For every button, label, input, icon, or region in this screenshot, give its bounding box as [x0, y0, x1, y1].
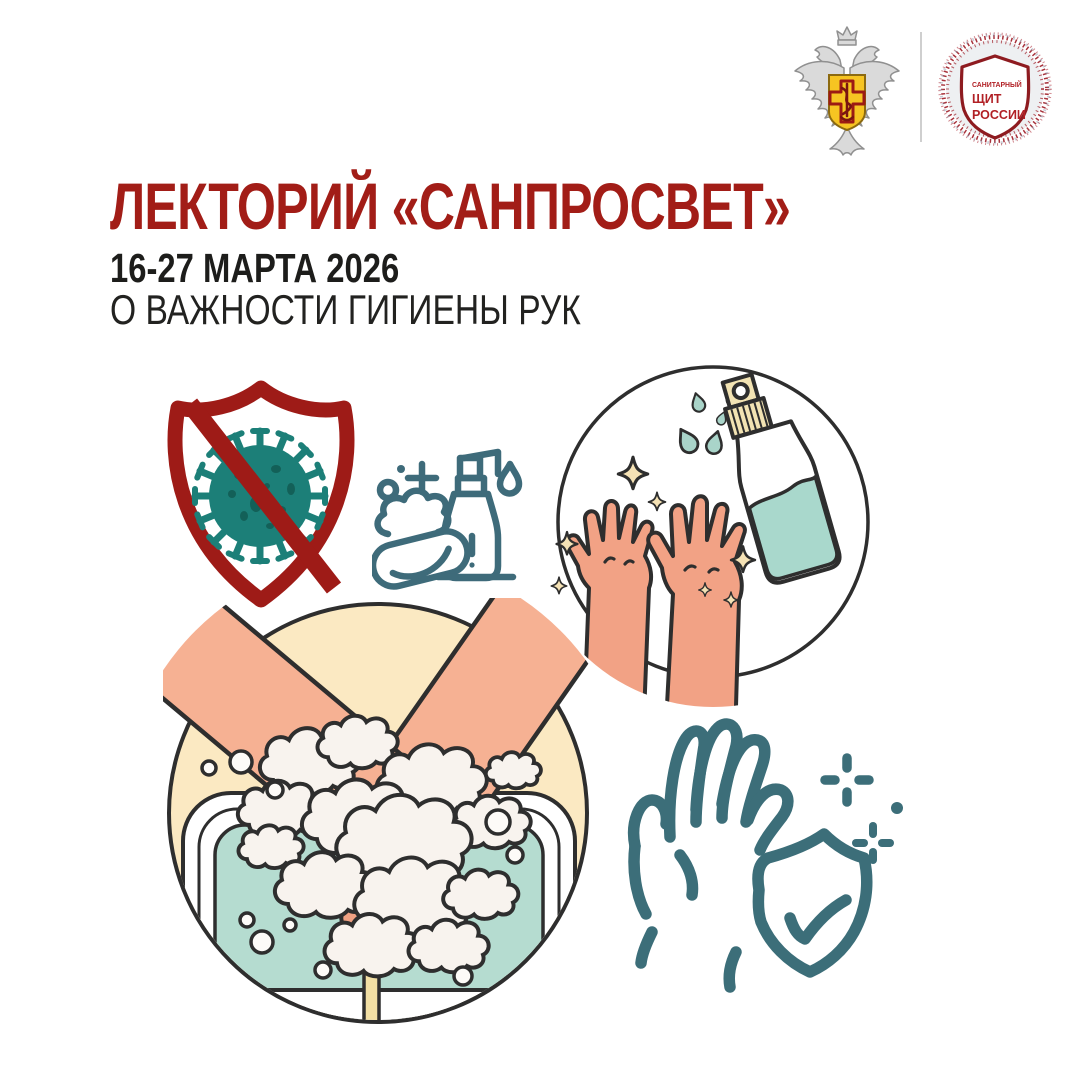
sanitary-shield-of-russia-logo	[936, 28, 1054, 150]
event-date-range: 16-27 МАРТА 2026	[110, 245, 400, 291]
logo-text-line1: САНИТАРНЫЙ	[972, 82, 1022, 89]
washing-hands-in-sink-illustration	[163, 598, 593, 1028]
bubble-dot	[397, 465, 405, 473]
sketch-dot	[891, 802, 903, 814]
clean-hand-with-protection-shield-icon	[618, 700, 928, 1010]
header-divider	[920, 32, 922, 142]
page-title: ЛЕКТОРИЙ «САНПРОСВЕТ»	[110, 169, 791, 243]
page-subtitle: О ВАЖНОСТИ ГИГИЕНЫ РУК	[110, 286, 581, 333]
eagle-crown	[837, 27, 857, 40]
sparkle-icon	[408, 464, 436, 492]
water-droplet-icon	[500, 464, 519, 494]
sketch-shield-check	[758, 834, 867, 972]
foam-cloud	[378, 491, 449, 534]
logo-text-line3: РОССИИ	[972, 108, 1026, 122]
logo-text-line2: ЩИТ	[972, 92, 1002, 106]
rospotrebnadzor-eagle-emblem-icon	[786, 24, 908, 156]
soap-and-dispenser-icon	[372, 438, 532, 608]
virus-prohibited-shield-icon	[156, 374, 368, 616]
